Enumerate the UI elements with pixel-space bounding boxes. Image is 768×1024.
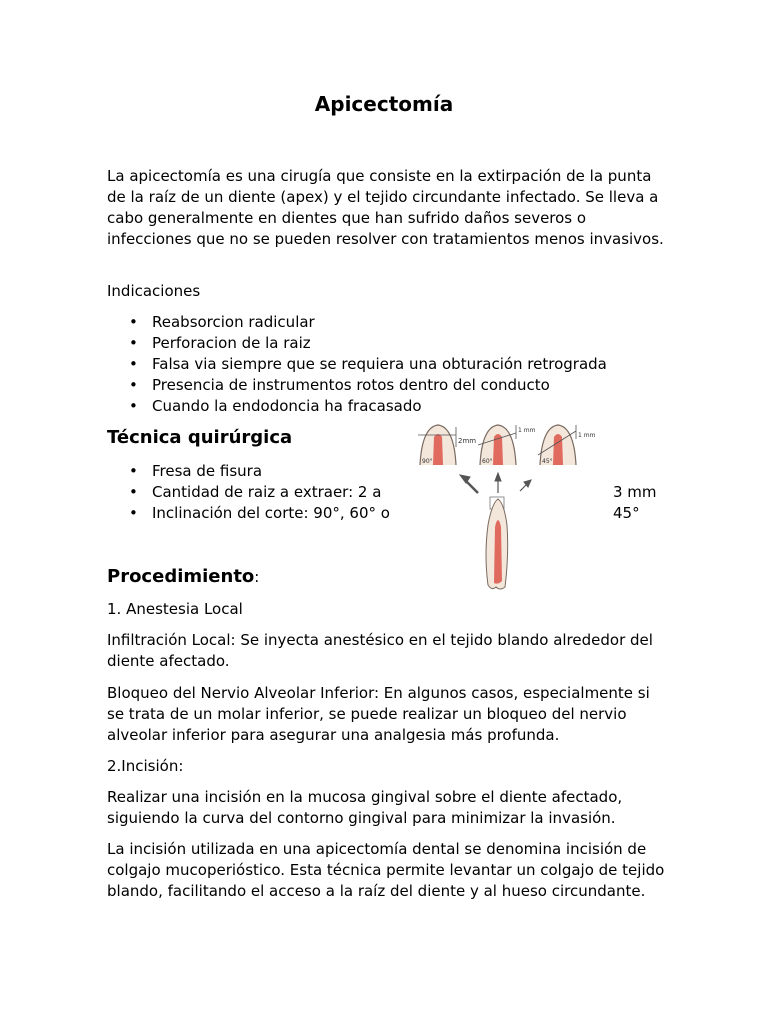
list-item: • Fresa de fisura [129,462,263,480]
tooth-tip-90-icon [418,425,476,465]
list-item: • Cuando la endodoncia ha fracasado [129,397,422,415]
bullet-icon: • [129,462,138,480]
indicaciones-list [107,312,607,417]
list-item: • Presencia de instrumentos rotos dentro del conducto [129,376,550,394]
procedimiento-heading: Procedimiento: [107,566,260,587]
bloqueo-paragraph: Bloqueo del Nervio Alveolar Inferior: En algunos casos, especialmente si se trata de un molar inferior, se puede realizar un bloqueo del nervio alveolar inferior para asegurar una analgesia más profunda. [107,684,650,744]
step-2-heading: 2.Incisión: [107,757,184,775]
bullet-icon: • [129,376,138,394]
value-45-degrees: 45° [613,504,640,522]
bullet-icon: • [129,504,138,522]
tooth-tip-45-icon [538,425,596,465]
bullet-icon: • [129,355,138,373]
value-3mm: 3 mm [613,483,657,501]
apicectomy-figure [408,415,608,593]
tecnica-heading: Técnica quirúrgica [107,427,293,448]
label-1mm-b: 1 mm [578,432,596,439]
label-1mm-a: 1 mm [518,427,536,434]
bullet-icon: • [129,397,138,415]
intro-paragraph: La apicectomía es una cirugía que consiste en la extirpación de la punta de la raíz de un diente (apex) y el tejido circundante infectado. Se lleva a cabo generalmente en dientes que han sufrido daños severos o infecciones que no se pueden resolver con tratamientos menos invasivos. [107,167,664,248]
list-item: • Cantidad de raiz a extraer: 2 a [129,483,382,501]
arrows-icon [460,473,531,493]
list-item: • Perforacion de la raiz [129,334,311,352]
label-60-degrees: 60° [482,458,493,465]
bullet-icon: • [129,313,138,331]
incision-paragraph-1: Realizar una incisión en la mucosa gingival sobre el diente afectado, siguiendo la curva del contorno gingival para minimizar la invasión. [107,788,623,827]
tooth-full-icon [486,497,508,589]
label-2mm: 2mm [458,437,477,445]
list-item: • Falsa via siempre que se requiera una obturación retrograda [129,355,607,373]
list-item: • Reabsorcion radicular [129,313,315,331]
step-1-heading: 1. Anestesia Local [107,600,243,618]
page-title: Apicectomía [314,92,454,116]
bullet-icon: • [129,334,138,352]
label-45-degrees: 45° [542,458,553,465]
indicaciones-heading: Indicaciones [107,282,201,300]
infiltracion-paragraph: Infiltración Local: Se inyecta anestésico en el tejido blando alrededor del diente afectado. [107,631,653,670]
tecnica-list [107,461,390,524]
list-item: • Inclinación del corte: 90°, 60° o [129,504,390,522]
incision-paragraph-2: La incisión utilizada en una apicectomía dental se denomina incisión de colgajo mucoperióstico. Esta técnica permite levantar un colgajo de tejido blando, facilitando el acceso a la raíz del diente y al hueso circundante. [107,840,665,900]
label-90-degrees: 90° [422,458,433,465]
bullet-icon: • [129,483,138,501]
tooth-tip-60-icon [478,425,536,465]
